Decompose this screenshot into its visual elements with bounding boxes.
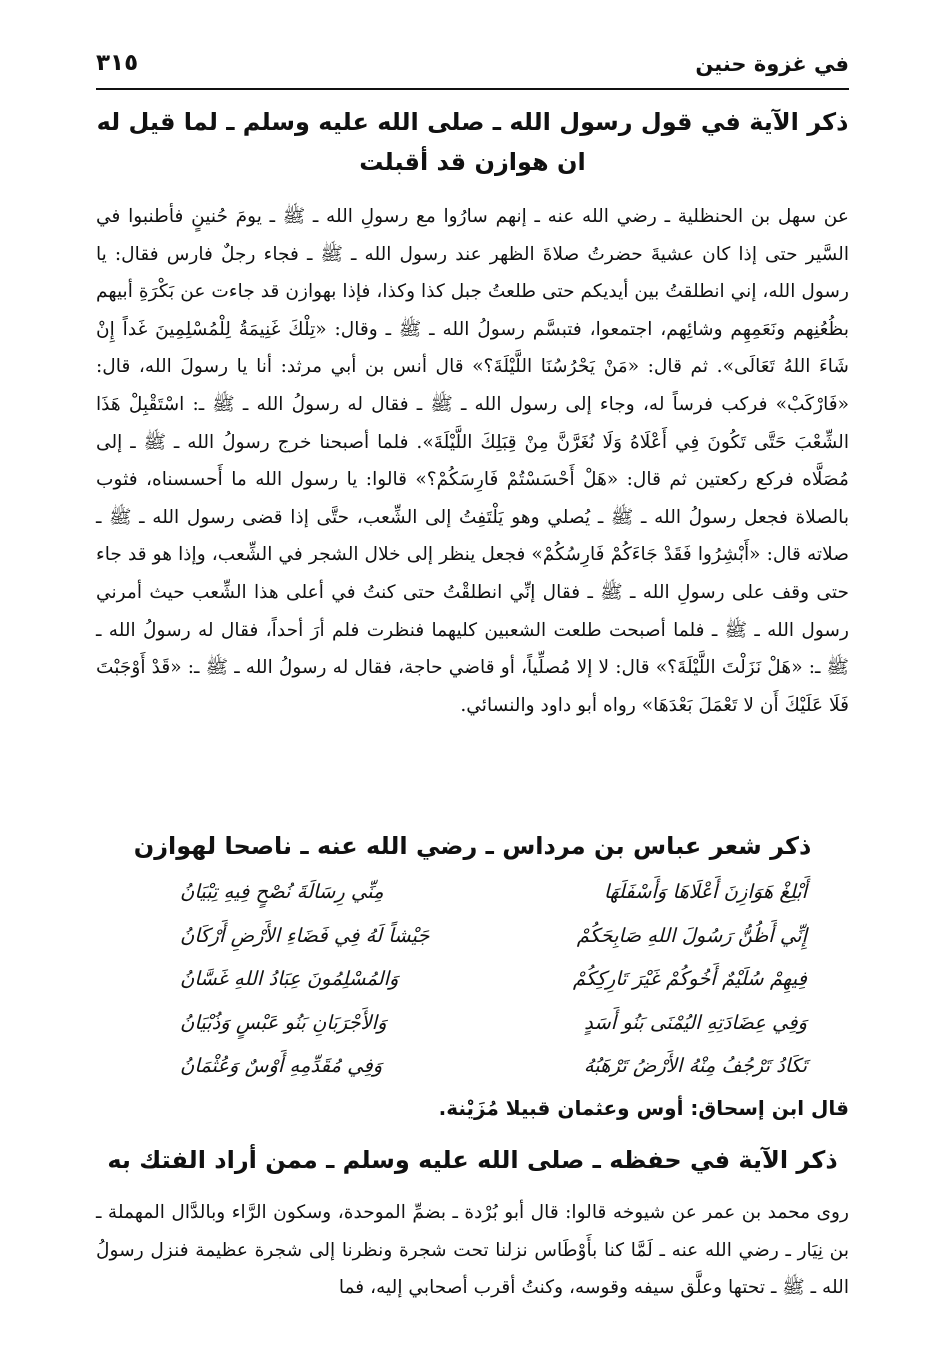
poem-verse (180, 914, 807, 958)
paragraph-abu-burda: روى محمد بن عمر عن شيوخه قالوا: قال أبو بُرْدة ـ بضمِّ الموحدة، وسكون الرَّاء وبالدَّال المهملة ـ بن نِيَار ـ رضي الله عنه ـ لَمَّا كنا بأَوْطَاس نزلنا تحت شجرة ونظرنا إلى شجرة عظيمة فنزل رسولُ الله ـ ﷺ ـ تحتها وعلَّق سيفه وقوسه، وكنتُ أقرب أصحابي إليه، فما (96, 1202, 849, 1299)
poem (180, 870, 807, 1088)
verse-second-hemistich: وَالمُسْلِمُونَ عِبَادُ اللهِ غَسَّانُ (180, 967, 399, 990)
verse-second-hemistich: مِنِّي رِسَالَةَ نُصْحٍ فِيهِ تِبْيَانُ (180, 880, 384, 903)
header-rule (96, 88, 849, 90)
verse-second-hemistich: وَفِي مُقَدِّمِهِ أَوْسٌ وَعُثْمَانُ (180, 1054, 383, 1077)
poem-verse (180, 1044, 807, 1088)
ibn-ishaq-note: قال ابن إسحاق: أوس وعثمان قبيلا مُزَيْنة. (438, 1096, 849, 1120)
verse-first-hemistich: تَكَادُ تَرْجُفُ مِنْهُ الأَرْضُ تَرْهَبُهُ (583, 1054, 807, 1077)
section-title-abbas-poem: ذكر شعر عباس بن مرداس ـ رضي الله عنه ـ ناصحا لهوازن (133, 832, 812, 860)
section-title-protection: ذكر الآية في حفظه ـ صلى الله عليه وسلم ـ ممن أراد الفتك به (107, 1146, 838, 1174)
poem-verse (180, 957, 807, 1001)
section-title-hawazin-approach: ذكر الآية في قول رسول الله ـ صلى الله عليه وسلم ـ لما قيل له ان هوازن قد أقبلت (96, 108, 849, 176)
running-title: في غزوة حنين (695, 52, 849, 76)
verse-first-hemistich: فِيهِمْ سُلَيْمٌ أَخُوكُمْ غَيْرَ تَارِكِكُمْ (572, 967, 807, 990)
page-header (96, 50, 849, 84)
hadith-paragraph-sahl: عن سهل بن الحنظلية ـ رضي الله عنه ـ إنهم سارُوا مع رسولِ الله ـ ﷺ ـ يومَ حُنينٍ فأطنبوا في السَّير حتى إذا كان عشيةَ حضرتُ صلاةَ الظهر عند رسول الله ـ ﷺ ـ فجاء رجلٌ فارس فقال: يا رسول الله، إني انطلقتُ بين أيديكم حتى طلعتُ جبل كذا وكذا، فإذا بهوازن قد جاءت عن بَكْرَةِ أبيهم بظُعُنِهم ونَعَمِهِم وشائِهم، اجتمعوا، فتبسَّم رسولُ الله ـ ﷺ ـ وقال: «تِلْكَ غَنِيمَةُ لِلْمُسْلِمِينَ غَداً إِنْ شَاءَ اللهُ تَعَالَى». ثم قال: «مَنْ يَحْرُسُنَا اللَّيْلَةَ؟» قال أنس بن أبي مرثد: أنا يا رسولَ الله، قال: «فَارْكَبْ» فركب فرساً له، وجاء إلى رسول الله ـ ﷺ ـ فقال له رسولُ الله ـ ﷺ ـ: اسْتَقْبِلْ هَذَا الشِّعْبَ حَتَّى تَكُونَ فِي أَعْلَاهُ وَلَا نُغَرَّنَّ مِنْ قِبَلِكَ اللَّيْلَةَ». فلما أصبحنا خرج رسولُ الله ـ ﷺ ـ إلى مُصَلَّاه فركع ركعتين ثم قال: «هَلْ أَحْسَسْتُمْ فَارِسَكُمْ؟» قالوا: يا رسول الله ما أَحسسناه، فثوب بالصلاة فجعل رسولُ الله ـ ﷺ ـ يُصلي وهو يَلْتَفِتُ إلى الشِّعب، حتَّى إذا قضى رسول الله ـ ﷺ ـ صلاته قال: «أَبْشِرُوا فَقَدْ جَاءَكُمْ فَارِسُكُمْ» فجعل ينظر إلى خلال الشجر في الشِّعب، وإذا هو قد جاء حتى وقف على رسولِ الله ـ ﷺ ـ فقال إنِّي انطلقْتُ حتى كنتُ في أعلى هذا الشِّعب حيث أمرني رسول الله ـ ﷺ ـ فلما أصبحت طلعت الشعبين كليهما فنظرت فلم أرَ أحداً، فقال له رسولُ الله ـ ﷺ ـ: «هَلْ نَزَلْتَ اللَّيْلَةَ؟» قال: لا إلا مُصلِّياً، أو قاضي حاجة، فقال له رسولُ الله ـ ﷺ ـ: «قَدْ أَوْجَبْتَ فَلَا عَلَيْكَ أَن لا تَعْمَلَ بَعْدَهَا» رواه أبو داود والنسائي. (96, 206, 849, 716)
verse-first-hemistich: أَبْلِغْ هَوَازِنَ أَعْلَاهَا وَأَسْفَلَهَا (603, 880, 807, 903)
verse-second-hemistich: جَيْشاً لَهُ فِي فَضَاءِ الأَرْضِ أَرْكَانُ (180, 923, 430, 947)
verse-first-hemistich: وَفِي عِضَادَتِهِ اليُمْنَى بَنُو أَسَدٍ (584, 1010, 807, 1034)
poem-verse (180, 1001, 807, 1045)
verse-second-hemistich: وَالأَجْرَبَانِ بَنُو عَبْسٍ وَذُبْيَانُ (180, 1010, 387, 1034)
poem-verse (180, 870, 807, 914)
verse-first-hemistich: إِنِّي أَظُنُّ رَسُولَ اللهِ صَابِحَكُمْ (576, 923, 807, 947)
page-number: ٣١٥ (96, 50, 139, 76)
